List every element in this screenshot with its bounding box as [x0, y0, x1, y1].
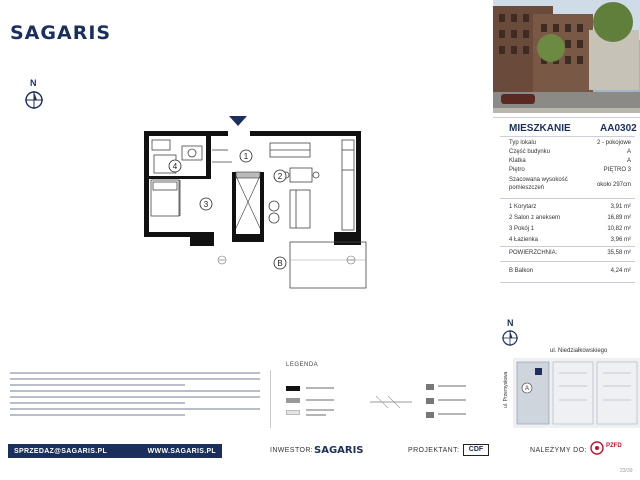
room-row: 3 Pokój 1 10,82 m² [509, 226, 631, 232]
detail-row: Piętro PIĘTRO 3 [509, 167, 631, 173]
member-value: PZFD [606, 443, 622, 449]
site-building-label: A [524, 386, 530, 392]
detail-row: Klatka A [509, 158, 631, 164]
legend-window-icon [368, 392, 414, 412]
street-label-top: ul. Niedziałkowskiego [550, 348, 608, 354]
legend-wall-swatch [286, 386, 300, 391]
building-photo [493, 0, 640, 113]
apartment-title: MIESZKANIE [509, 123, 571, 134]
room-row: 1 Korytarz 3,91 m² [509, 204, 631, 210]
plan-notes [10, 372, 260, 424]
floor-plan [120, 110, 375, 290]
legend-fixture-swatch [426, 398, 434, 404]
pzfd-logo-icon [590, 441, 604, 455]
site-compass-icon [502, 330, 518, 346]
designer-label: PROJEKTANT: [408, 447, 460, 454]
entrance-marker-icon [229, 116, 247, 126]
legend [270, 362, 485, 432]
contact-bar [8, 444, 222, 458]
compass-icon [24, 90, 44, 110]
sales-email-link[interactable]: SPRZEDAZ@SAGARIS.PL [14, 447, 108, 455]
legend-socket-swatch [426, 412, 434, 418]
apartment-location-marker [535, 368, 542, 375]
website-link[interactable]: WWW.SAGARIS.PL [147, 447, 216, 455]
street-label-left: ul. Przemysłowa [503, 371, 509, 408]
room-label-4: 4 [172, 162, 178, 171]
room-row: 2 Salon z aneksem 16,89 m² [509, 215, 631, 221]
total-area-row: POWIERZCHNIA: 35,58 m² [509, 250, 631, 256]
room-label-3: 3 [203, 200, 209, 209]
detail-row: Szacowana wysokość pomieszczeń około 297cm [509, 177, 631, 191]
detail-row: Część budynku A [509, 149, 631, 155]
site-map [495, 318, 640, 428]
page-number: 23/39 [620, 468, 633, 474]
site-compass-n: N [507, 318, 514, 328]
legend-door-swatch [426, 384, 434, 390]
compass-n-label: N [30, 78, 37, 88]
sagaris-logo: SAGARIS [10, 22, 112, 44]
designer-logo: CDF [463, 444, 489, 456]
legend-light-swatch [286, 410, 300, 415]
member-label: NALEŻYMY DO: [530, 447, 587, 454]
detail-row: Typ lokalu 2 - pokojowe [509, 140, 631, 146]
balcony-label: B [277, 259, 283, 268]
room-label-1: 1 [243, 152, 249, 161]
apartment-code: AA0302 [600, 123, 637, 134]
investor-value: SAGARIS [314, 445, 364, 456]
room-row: 4 Łazienka 3,96 m² [509, 237, 631, 243]
investor-label: INWESTOR: [270, 447, 314, 454]
balcony-row: B Balkon 4,24 m² [509, 268, 631, 274]
legend-partition-swatch [286, 398, 300, 403]
legend-title: LEGENDA [286, 362, 319, 368]
compass-north [24, 78, 44, 110]
room-label-2: 2 [277, 172, 283, 181]
